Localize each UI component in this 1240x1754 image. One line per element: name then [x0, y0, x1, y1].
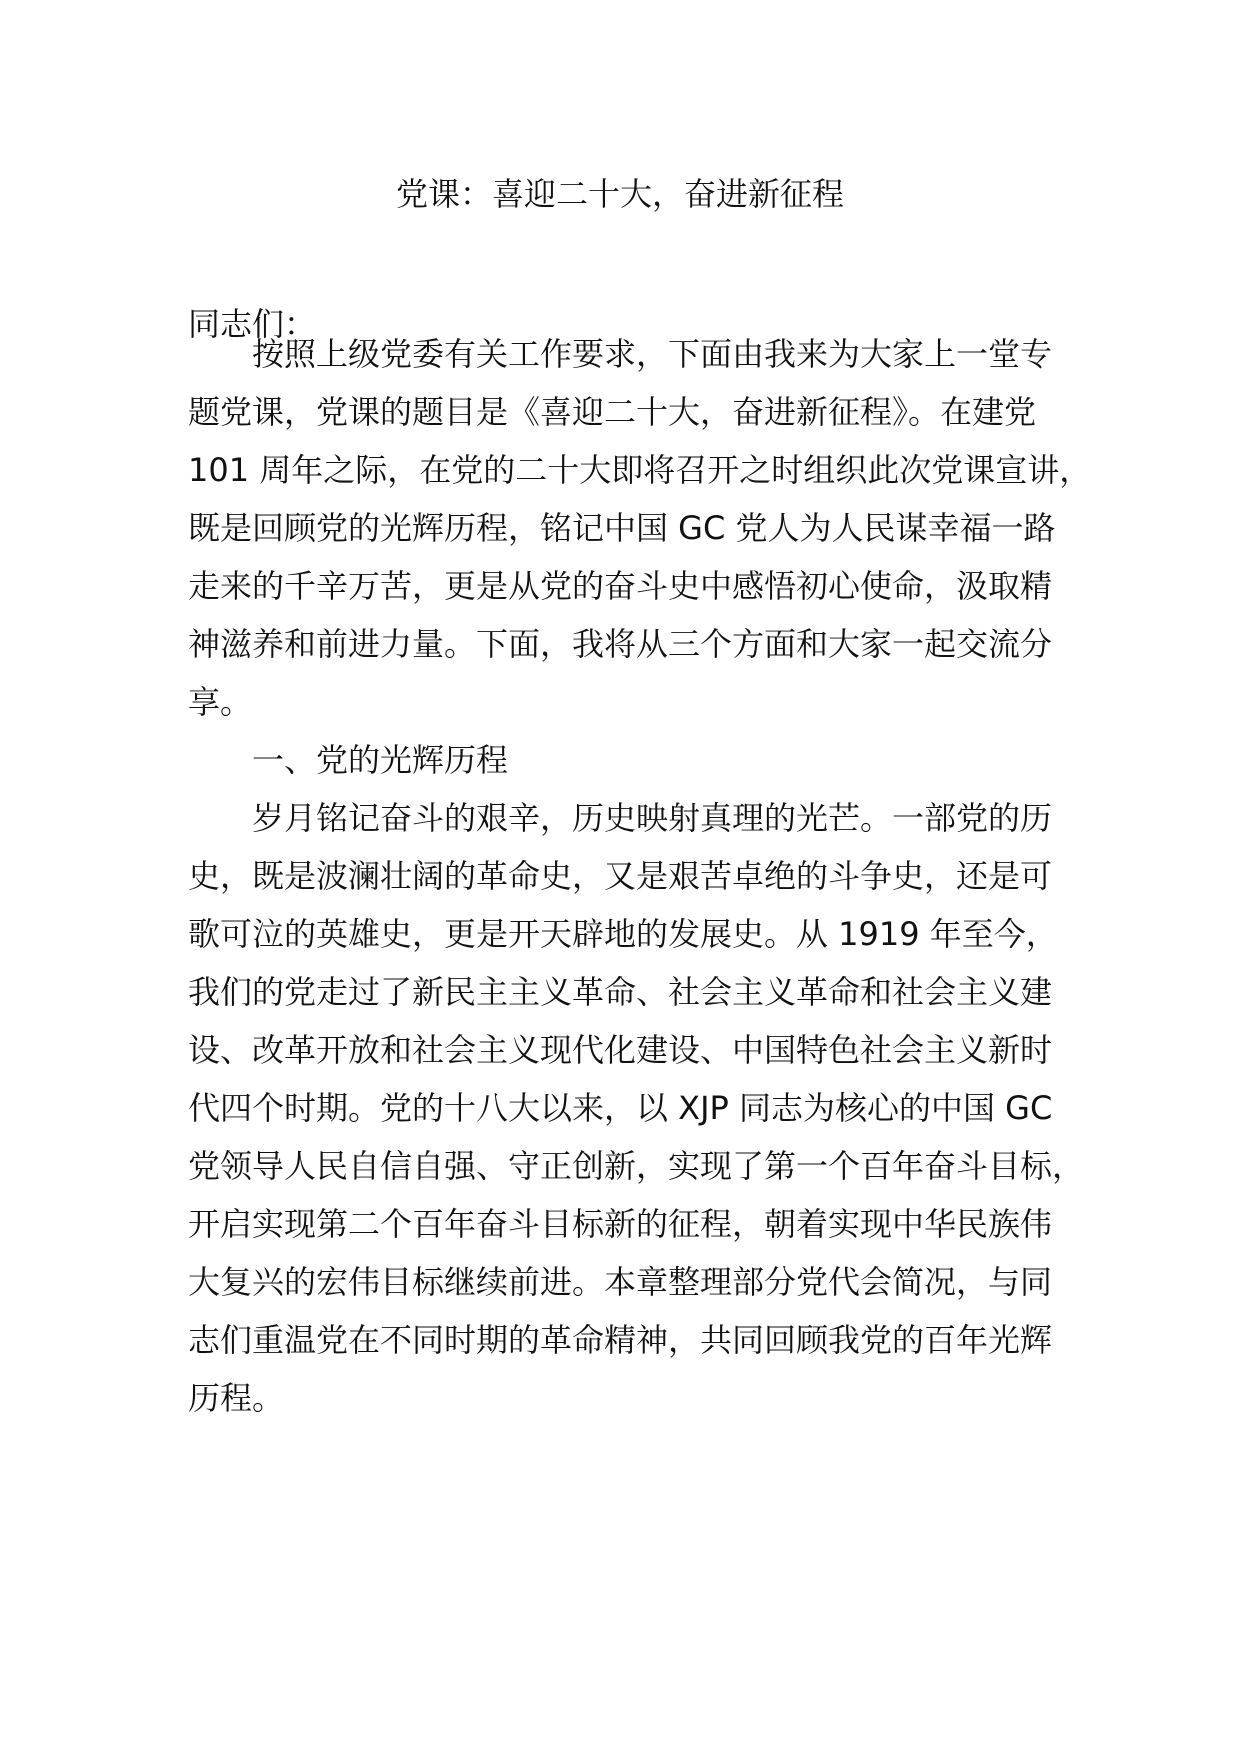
paragraph-line: 岁月铭记奋斗的艰辛，历史映射真理的光芒。一部党的历: [252, 799, 1053, 837]
paragraph-line: 101 周年之际，在党的二十大即将召开之时组织此次党课宣讲，: [188, 451, 1092, 489]
paragraph-line: 我们的党走过了新民主主义革命、社会主义革命和社会主义建: [188, 973, 1053, 1011]
paragraph-line: 志们重温党在不同时期的革命精神，共同回顾我党的百年光辉: [188, 1321, 1053, 1359]
paragraph-line: 大复兴的宏伟目标继续前进。本章整理部分党代会简况，与同: [188, 1263, 1053, 1301]
paragraph-line: 按照上级党委有关工作要求，下面由我来为大家上一堂专: [252, 335, 1053, 373]
paragraph-line: 设、改革开放和社会主义现代化建设、中国特色社会主义新时: [188, 1031, 1053, 1069]
paragraph-line: 开启实现第二个百年奋斗目标新的征程，朝着实现中华民族伟: [188, 1205, 1053, 1243]
section-heading: 一、党的光辉历程: [252, 741, 509, 779]
paragraph-line: 史，既是波澜壮阔的革命史，又是艰苦卓绝的斗争史，还是可: [188, 857, 1053, 895]
paragraph-line: 走来的千辛万苦，更是从党的奋斗史中感悟初心使命，汲取精: [188, 567, 1053, 605]
paragraph-line: 神滋养和前进力量。下面，我将从三个方面和大家一起交流分: [188, 625, 1053, 663]
paragraph-line: 享。: [188, 683, 253, 721]
paragraph-line: 党领导人民自信自强、守正创新，实现了第一个百年奋斗目标，: [188, 1147, 1085, 1185]
salutation: 同志们：: [188, 305, 317, 343]
document-title: 党课：喜迎二十大，奋进新征程: [395, 175, 844, 213]
paragraph-line: 代四个时期。党的十八大以来，以 XJP 同志为核心的中国 GC: [188, 1089, 1053, 1127]
paragraph-line: 历程。: [188, 1379, 285, 1417]
paragraph-line: 题党课，党课的题目是《喜迎二十大，奋进新征程》。在建党: [188, 393, 1037, 431]
paragraph-line: 既是回顾党的光辉历程，铭记中国 GC 党人为人民谋幸福一路: [188, 509, 1056, 547]
paragraph-line: 歌可泣的英雄史，更是开天辟地的发展史。从 1919 年至今，: [188, 915, 1058, 953]
